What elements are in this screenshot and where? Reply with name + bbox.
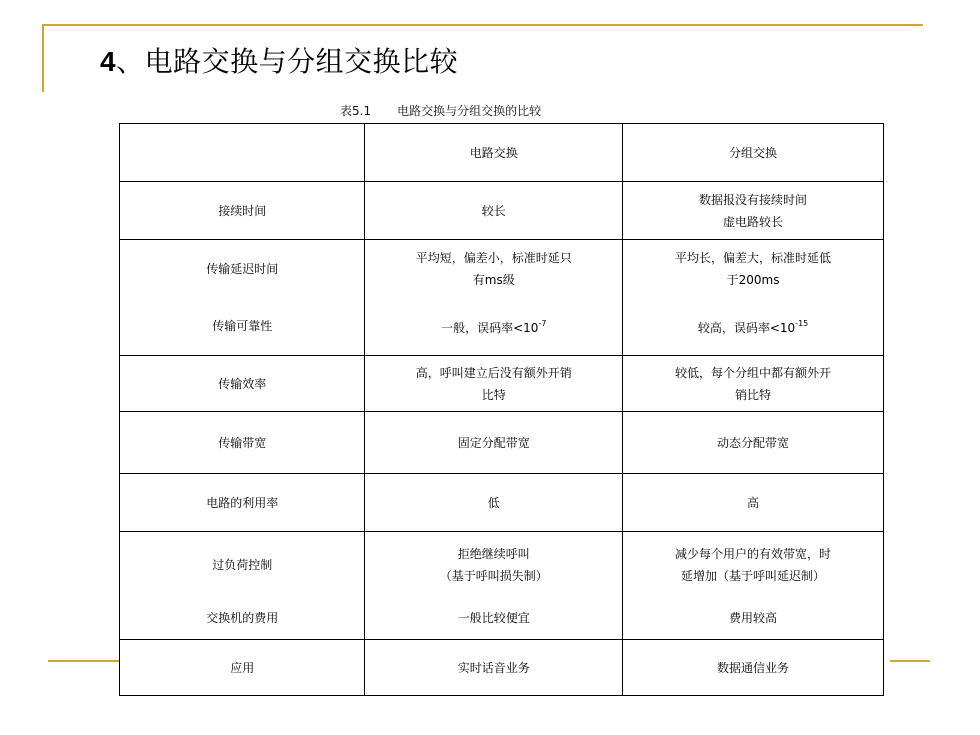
slide-title-text: 、电路交换与分组交换比较 bbox=[116, 45, 459, 78]
table-row bbox=[120, 474, 884, 532]
row-name-cell: 传输可靠性 bbox=[120, 298, 365, 356]
circuit-cell: 低 bbox=[365, 474, 623, 532]
row-name-cell: 电路的利用率 bbox=[120, 474, 365, 532]
circuit-cell: 较长 bbox=[365, 182, 623, 240]
row-name-cell: 交换机的费用 bbox=[120, 598, 365, 640]
packet-error-rate-exponent: -15 bbox=[795, 319, 809, 329]
packet-cell bbox=[623, 298, 884, 356]
table-caption-label: 表5.1 bbox=[340, 104, 372, 118]
circuit-cell: 固定分配带宽 bbox=[365, 412, 623, 474]
table-row bbox=[120, 412, 884, 474]
slide-title-number: 4 bbox=[100, 46, 117, 77]
circuit-cell bbox=[365, 298, 623, 356]
circuit-error-rate-exponent: -7 bbox=[538, 319, 547, 329]
header-cell-circuit: 电路交换 bbox=[365, 124, 623, 182]
packet-error-rate-base: 较高，误码率<10 bbox=[697, 321, 796, 336]
table-caption-text: 电路交换与分组交换的比较 bbox=[397, 104, 542, 118]
packet-cell: 数据报没有接续时间 虚电路较长 bbox=[623, 182, 884, 240]
packet-cell: 高 bbox=[623, 474, 884, 532]
circuit-cell: 拒绝继续呼叫 （基于呼叫损失制） bbox=[365, 532, 623, 598]
circuit-cell: 平均短，偏差小，标准时延只 有ms级 bbox=[365, 240, 623, 298]
bottom-right-divider bbox=[890, 660, 930, 662]
row-name-cell: 过负荷控制 bbox=[120, 532, 365, 598]
table-row bbox=[120, 640, 884, 696]
table-row bbox=[120, 598, 884, 640]
row-name-cell: 传输效率 bbox=[120, 356, 365, 412]
row-name-cell: 应用 bbox=[120, 640, 365, 696]
packet-cell: 动态分配带宽 bbox=[623, 412, 884, 474]
table-row bbox=[120, 298, 884, 356]
circuit-cell: 高，呼叫建立后没有额外开销 比特 bbox=[365, 356, 623, 412]
comparison-table bbox=[119, 123, 884, 696]
table-header-row bbox=[120, 124, 884, 182]
circuit-cell: 一般比较便宜 bbox=[365, 598, 623, 640]
table-row bbox=[120, 356, 884, 412]
top-divider bbox=[43, 24, 923, 26]
packet-cell: 减少每个用户的有效带宽，时 延增加（基于呼叫延迟制） bbox=[623, 532, 884, 598]
header-cell-packet: 分组交换 bbox=[623, 124, 884, 182]
left-divider bbox=[42, 24, 44, 92]
circuit-cell: 实时话音业务 bbox=[365, 640, 623, 696]
slide-title bbox=[100, 40, 458, 80]
row-name-cell: 接续时间 bbox=[120, 182, 365, 240]
bottom-left-divider bbox=[48, 660, 120, 662]
table-row bbox=[120, 532, 884, 598]
packet-cell: 较低，每个分组中都有额外开 销比特 bbox=[623, 356, 884, 412]
row-name-cell: 传输延迟时间 bbox=[120, 240, 365, 298]
packet-cell: 费用较高 bbox=[623, 598, 884, 640]
header-cell-empty bbox=[120, 124, 365, 182]
circuit-error-rate-base: 一般，误码率<10 bbox=[441, 321, 539, 336]
table-row bbox=[120, 182, 884, 240]
table-row bbox=[120, 240, 884, 298]
packet-cell: 平均长，偏差大，标准时延低 于200ms bbox=[623, 240, 884, 298]
packet-cell: 数据通信业务 bbox=[623, 640, 884, 696]
table-caption bbox=[340, 102, 541, 119]
row-name-cell: 传输带宽 bbox=[120, 412, 365, 474]
